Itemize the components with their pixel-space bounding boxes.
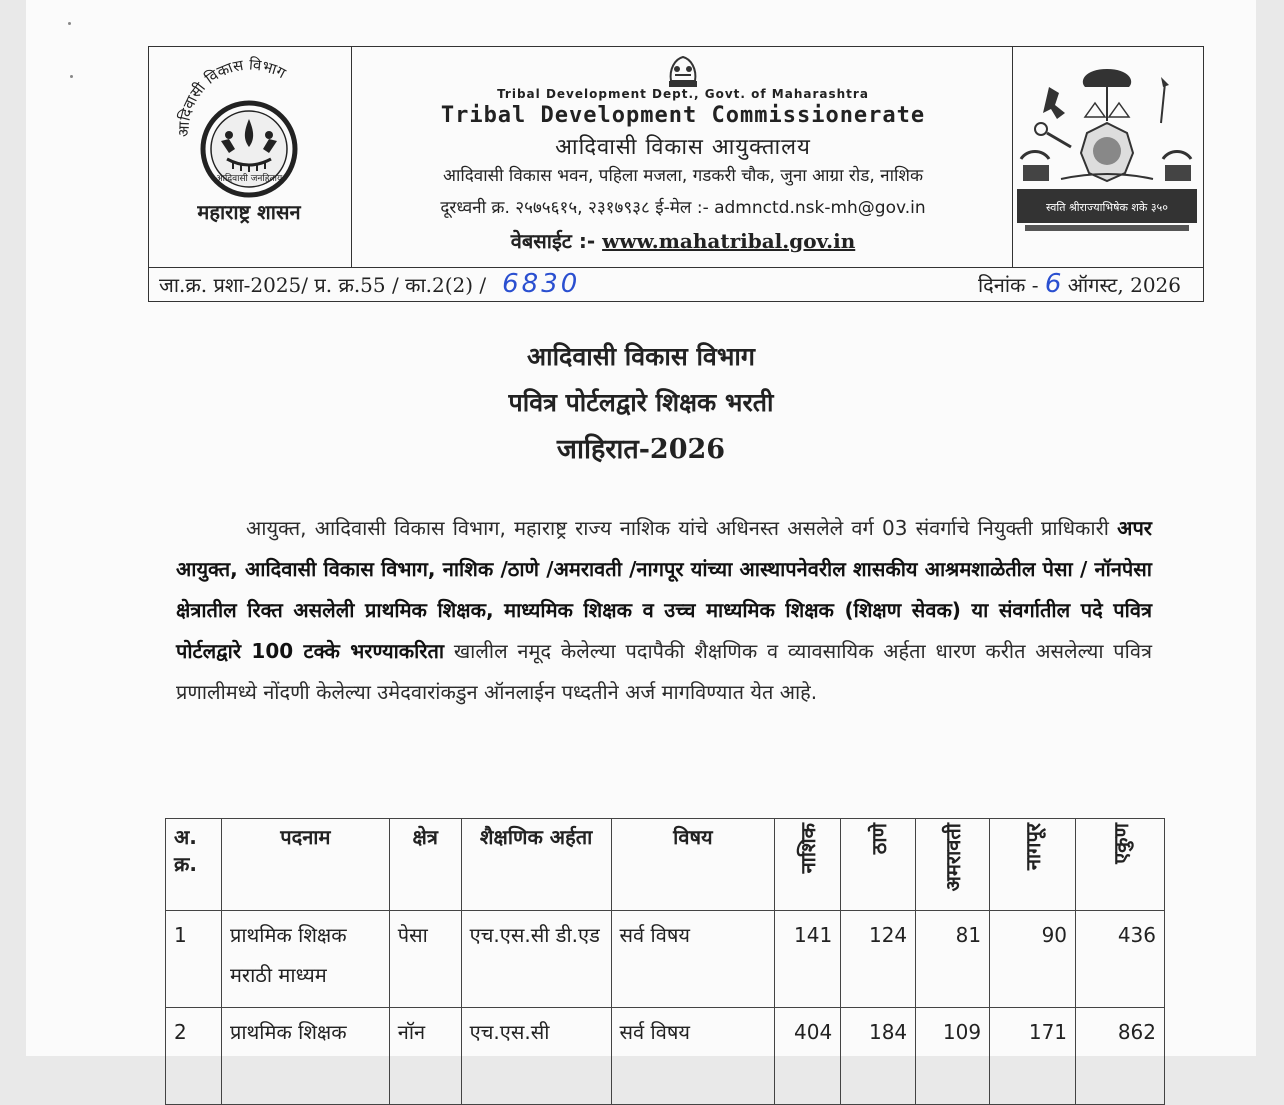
cell-nagpur: 171 xyxy=(990,1008,1076,1105)
cell-amravati: 109 xyxy=(916,1008,990,1105)
notice-titles xyxy=(26,334,1256,474)
cell-subject: सर्व विषय xyxy=(611,911,775,1008)
government-caption: महाराष्ट्र शासन xyxy=(197,200,301,224)
emblem-inner-text: आदिवासी जनहिताय xyxy=(215,174,283,184)
reference-number xyxy=(159,269,580,299)
emblem-ring-text: आदिवासी विकास विभाग xyxy=(174,55,289,138)
cell-subject: सर्व विषय xyxy=(611,1008,775,1105)
commissionerate-name-english: Tribal Development Commissionerate xyxy=(440,103,926,128)
cell-amravati: 81 xyxy=(916,911,990,1008)
header-thane xyxy=(841,819,916,911)
cell-sr: 2 xyxy=(166,1008,222,1105)
cell-nashik: 404 xyxy=(775,1008,841,1105)
header-nashik-label: नाशिक xyxy=(796,823,821,874)
header-amravati xyxy=(916,819,990,911)
letterhead-center xyxy=(351,47,1015,267)
cell-qualification: एच.एस.सी डी.एड xyxy=(461,911,611,1008)
letterhead xyxy=(148,46,1204,302)
header-thane-label: ठाणे xyxy=(866,823,891,855)
header-total xyxy=(1076,819,1165,911)
tribal-department-emblem-icon xyxy=(149,47,349,267)
department-emblem-cell xyxy=(149,47,352,267)
scan-speck xyxy=(68,22,71,25)
phone-email-line: दूरध्वनी क्र. २५७५६१५, २३१७९३८ ई-मेल :- admnctd.nsk-mh@gov.in xyxy=(440,198,926,218)
website-line xyxy=(351,227,1015,254)
shivrajyabhishek-seal-icon xyxy=(1013,47,1201,267)
header-total-label: एकुण xyxy=(1108,823,1133,864)
cell-post: प्राथमिक शिक्षक मराठी माध्यम xyxy=(221,911,389,1008)
header-nagpur xyxy=(990,819,1076,911)
header-nashik xyxy=(775,819,841,911)
office-address: आदिवासी विकास भवन, पहिला मजला, गडकरी चौक, जुना आग्रा रोड, नाशिक xyxy=(442,166,924,186)
body-text-part1: आयुक्त, आदिवासी विकास विभाग, महाराष्ट्र राज्य नाशिक यांचे अधिनस्त असलेले वर्ग 03 संवर्गाचे नियुक्ती प्राधिकारी xyxy=(246,516,1118,540)
date-month-year: ऑगस्ट, 2026 xyxy=(1067,273,1181,297)
date-prefix: दिनांक - xyxy=(977,273,1039,297)
title-department: आदिवासी विकास विभाग xyxy=(527,342,755,371)
header-sr-no: अ. क्र. xyxy=(166,819,222,911)
cell-area: पेसा xyxy=(389,911,461,1008)
website-link[interactable]: www.mahatribal.gov.in xyxy=(602,229,856,253)
title-advertisement: जाहिरात-2026 xyxy=(556,434,726,465)
cell-post: प्राथमिक शिक्षक xyxy=(221,1008,389,1105)
govt-department-line: Tribal Development Dept., Govt. of Maharashtra xyxy=(497,87,869,101)
scan-speck xyxy=(70,75,73,78)
cell-total: 862 xyxy=(1076,1008,1165,1105)
cell-area: नॉन xyxy=(389,1008,461,1105)
body-bold-text: अपर आयुक्त, आदिवासी विकास विभाग, नाशिक /ठाणे /अमरावती /नागपूर यांच्या आस्थापनेवरील शासकीय आश्रमशाळेतील पेसा / नॉनपेसा क्षेत्रातील रिक्त असलेली प्राथमिक शिक्षक, माध्यमिक शिक्षक व उच्च माध्यमिक शिक्षक (शिक्षण सेवक) या संवर्गातील पदे पवित्र पोर्टलद्वारे 100 टक्के भरण्याकरिता xyxy=(176,516,1152,663)
header-post: पदनाम xyxy=(221,819,389,911)
table-header-row xyxy=(166,819,1165,911)
vacancy-table xyxy=(165,818,1165,1105)
seal-cell xyxy=(1012,47,1203,267)
reference-handwritten-number: 6830 xyxy=(502,269,581,299)
letterhead-top-row xyxy=(149,47,1203,268)
seal-caption: स्वति श्रीराज्याभिषेक शके ३५० xyxy=(1046,201,1168,214)
cell-qualification: एच.एस.सी xyxy=(461,1008,611,1105)
national-emblem-icon xyxy=(661,51,705,91)
table-row xyxy=(166,911,1165,1008)
title-recruitment: पवित्र पोर्टलद्वारे शिक्षक भरती xyxy=(508,388,774,417)
letter-date xyxy=(978,269,1181,299)
cell-thane: 184 xyxy=(841,1008,916,1105)
header-subject: विषय xyxy=(611,819,775,911)
cell-thane: 124 xyxy=(841,911,916,1008)
header-area: क्षेत्र xyxy=(389,819,461,911)
cell-nashik: 141 xyxy=(775,911,841,1008)
header-amravati-label: अमरावती xyxy=(941,823,966,892)
table-row xyxy=(166,1008,1165,1105)
header-qualification: शैक्षणिक अर्हता xyxy=(461,819,611,911)
website-label: वेबसाईट :- xyxy=(510,229,603,253)
commissionerate-name-marathi: आदिवासी विकास आयुक्तालय xyxy=(555,135,811,160)
reference-printed-text: जा.क्र. प्रशा-2025/ प्र. क्र.55 / का.2(2) / xyxy=(159,273,487,297)
notice-body-paragraph xyxy=(176,508,1152,713)
cell-sr: 1 xyxy=(166,911,222,1008)
date-handwritten-day: 6 xyxy=(1044,269,1062,299)
cell-nagpur: 90 xyxy=(990,911,1076,1008)
header-nagpur-label: नागपूर xyxy=(1021,823,1046,871)
cell-total: 436 xyxy=(1076,911,1165,1008)
body-text-part2: खालील नमूद केलेल्या पदापैकी शैक्षणिक व व्यावसायिक अर्हता धारण करीत असलेल्या पवित्र प्रणालीमध्ये नोंदणी केलेल्या उमेदवारांकडुन ऑनलाईन पध्दतीने अर्ज मागविण्यात येत आहे. xyxy=(176,639,1152,704)
